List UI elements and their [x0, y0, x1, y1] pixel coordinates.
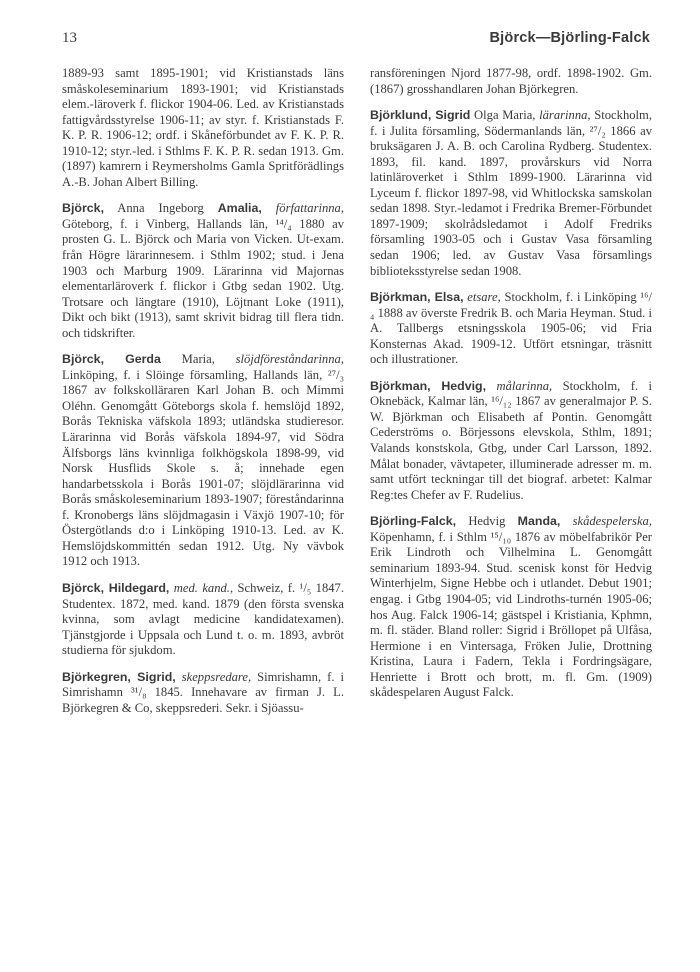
entry-bjorkegren-sigrid	[62, 670, 344, 717]
entry-bjorck-amalia	[62, 201, 344, 341]
entry-occupation: författarinna,	[261, 201, 345, 216]
entry-given-name: Hedvig	[456, 514, 518, 529]
right-column	[370, 66, 652, 712]
entry-call-name: Amalia,	[217, 201, 262, 216]
entry-call-name: Sigrid	[431, 108, 471, 123]
entry-bjorling-falck-manda	[370, 514, 652, 701]
entry-call-name: Hedvig,	[430, 378, 487, 393]
entry-occupation: med. kand.,	[169, 580, 234, 595]
entry-text: Stockholm, f. i Linköping ¹⁶/₄ 1888 av överste Fredrik B. och Maria Heyman. Stud. i A. Tallbergs etsningsskola 1905-06; vid Fria Konsternas Akad. 1909-12. Utfört etsningar, träsnitt och illustrationer.	[370, 290, 653, 367]
entry-surname: Björling-Falck,	[370, 514, 457, 529]
entry-call-name: Elsa,	[430, 290, 464, 305]
entry-given-name: Anna Ingeborg	[104, 201, 218, 216]
entry-occupation: lärarinna,	[535, 108, 591, 123]
entry-surname: Björklund,	[370, 108, 432, 123]
entry-surname: Björck,	[62, 201, 105, 216]
entry-surname: Björck,	[62, 580, 105, 595]
entry-given-name: Maria,	[160, 352, 215, 367]
entry-surname: Björkman,	[370, 378, 431, 393]
entry-text: 1889-93 samt 1895-1901; vid Kristianstads läns småskoleseminarium 1893-1901; vid Kristianstads elem.-läroverk f. flickor 1904-06. Led. av Kristianstads fattigvårdsstyrelse 1906-11; av styr. f. Kristianstads F. K. P. R. 1906-12; ordf. i Skåneförbundet av F. K. P. R. 1910-12; styr.-led. i Sthlms F. K. P. R. sedan 1913. Gm. (1897) kamrern i Reymersholms Gamla Spritförädlings A.-B. Johan Albert Billing.	[62, 66, 344, 189]
entry-call-name: Hildegard,	[104, 580, 170, 595]
running-head: Björck—Björling-Falck	[489, 30, 650, 46]
entry-surname: Björkegren,	[62, 669, 131, 684]
entry-text: Schweiz, f. ¹/₅ 1847. Studentex. 1872, med. kand. 1879 (den första svenska kvinna, som avlagt medicine kandidatexamen). Tjänstgjorde i Uppsala och Lund t. o. m. 1893, avbröt studierna för sjukdom.	[62, 580, 344, 658]
entry-call-name: Manda,	[517, 514, 561, 529]
entry-occupation: etsare,	[463, 290, 501, 305]
entry-surname: Björkman,	[370, 290, 431, 305]
entry-bjorck-gerda	[62, 352, 344, 570]
page-number: 13	[62, 30, 77, 46]
entry-text: Stockholm, f. i Julita församling, Södermanlands län, ²⁷/₂ 1866 av bruksägaren J. A. B. och Carolina Rydberg. Studentex. 1893, fil. kand. 1897, provårskurs vid Norra latinläroverket i Sthlm 1899-1900. Lärarinna vid Lyceum f. flickor 1897-98, vid Whitlockska samskolan sedan 1898. Styr.-ledamot i Fredrika Bremer-Förbundet 1897-1909; skolrådsledamot i Adolf Fredriks församling 1903-05 och i Gustav Vasa församling sedan 1906; led. av Gustav Vasa församlings biblioteksstyrelse sedan 1908.	[370, 108, 652, 278]
entry-continuation	[62, 66, 344, 190]
entry-text: Stockholm, f. i Oknebäck, Kalmar län, ¹⁶/₁₂ 1867 av generalmajor P. S. W. Björkman och Elisabeth af Pontin. Genomgått Cederströms o. Börjessons elevskola, Sthlm, 1891; Valands konstskola, Gtbg, under Carl Larsson, 1892. Målat bonader, vävtapeter, illuminerade adresser m. m. samt utfört teckningar till det biograf. arbetet: Kalmar Reg:tes Chefer av F. Rudelius.	[370, 378, 652, 502]
entry-text: Linköping, f. i Slöinge församling, Hallands län, ²⁷/₃ 1867 av folkskolläraren Karl Johan B. och Mimmi Oléhn. Genomgått Göteborgs skola f. hemslöjd 1892, Borås Tekniska väfskola 1893; utländska studieresor. Lärarinna vid Borås väfskola 1894-97, vid Södra Älfsborgs läns kvinnliga folkhögskola 1898-99, vid Norsk Husflids Skole s. å; innehade egen handarbetsskola i Borås 1901-07; slöjdlärarinna vid Borås småskoleseminarium 1893-1907; föreståndarinna f. Kronobergs läns slöjdmagasin i Växjö 1907-10; för Östergötlands d:o i Linköping 1910-13. Led. av K. Hemslöjdskommittén sedan 1912. Utg. Ny vävbok 1912 och 1913.	[62, 367, 344, 569]
entry-bjorklund-sigrid	[370, 108, 652, 279]
entry-bjorck-hildegard	[62, 581, 344, 659]
entry-bjorkman-elsa	[370, 290, 652, 368]
page-header	[62, 30, 650, 54]
entry-text: Köpenhamn, f. i Sthlm ¹⁵/₁₀ 1876 av möbelfabrikör Per Erik Lindroth och Vilhelmina L. Genomgått seminarium 1893-94. Stud. scenisk konst för Hedvig Winterhjelm, Signe Hebbe och i utlandet. Debut 1901; engag. i Gtbg 1904-05; vid Lindroths-turnén 1905-06; hos Aug. Falck 1906-14; gästspel i Kristiania, Kphmn, m. fl. städer. Bland roller: Sigrid i Bröllopet på Ulfåsa, Hermione i en Vintersaga, Fröken Julie, Drottning Kristina, Laura i Fadern, Tekla i Fordringsägare, Henriette i Brott och brott, m. fl. Gm. (1909) skådespelaren August Falck.	[370, 529, 652, 700]
entry-surname: Björck,	[62, 352, 105, 367]
entry-occupation: skådespelerska,	[560, 514, 652, 529]
entry-occupation: skeppsredare,	[175, 669, 252, 684]
entry-call-name: Sigrid,	[130, 669, 176, 684]
entry-continuation	[370, 66, 652, 97]
entry-occupation: målarinna,	[486, 378, 553, 393]
entry-bjorkman-hedvig	[370, 379, 652, 503]
left-column	[62, 66, 344, 727]
entry-occupation: slöjdföreståndarinna,	[214, 352, 344, 367]
entry-text: Simrishamn, f. i Simrishamn ³¹/₈ 1845. Innehavare av firman J. L. Björkegren & Co, skeppsrederi. Sekr. i Sjöassu-	[62, 669, 344, 715]
entry-text: ransföreningen Njord 1877-98, ordf. 1898-1902. Gm. (1867) grosshandlaren Johan Björkegren.	[370, 66, 652, 96]
entry-call-name: Gerda	[104, 352, 161, 367]
entry-text: Göteborg, f. i Vinberg, Hallands län, ¹⁴/₄ 1880 av prosten G. L. Björck och Maria von Vicken. Ut-exam. från Högre lärarinnesem. i Sthlm 1902; stud. i Jena 1903 och Marburg 1909. Lärarinna vid Majornas elementarläroverk f. flickor i Gtbg sedan 1902. Utg. Trotsare och längtare (1910), Löjtnant Loke (1911), Dikt och bikt (1913), samt skrivit bidrag till flera tidn. och tidskrifter.	[62, 216, 344, 340]
entry-given-name: Olga Maria,	[470, 108, 536, 123]
